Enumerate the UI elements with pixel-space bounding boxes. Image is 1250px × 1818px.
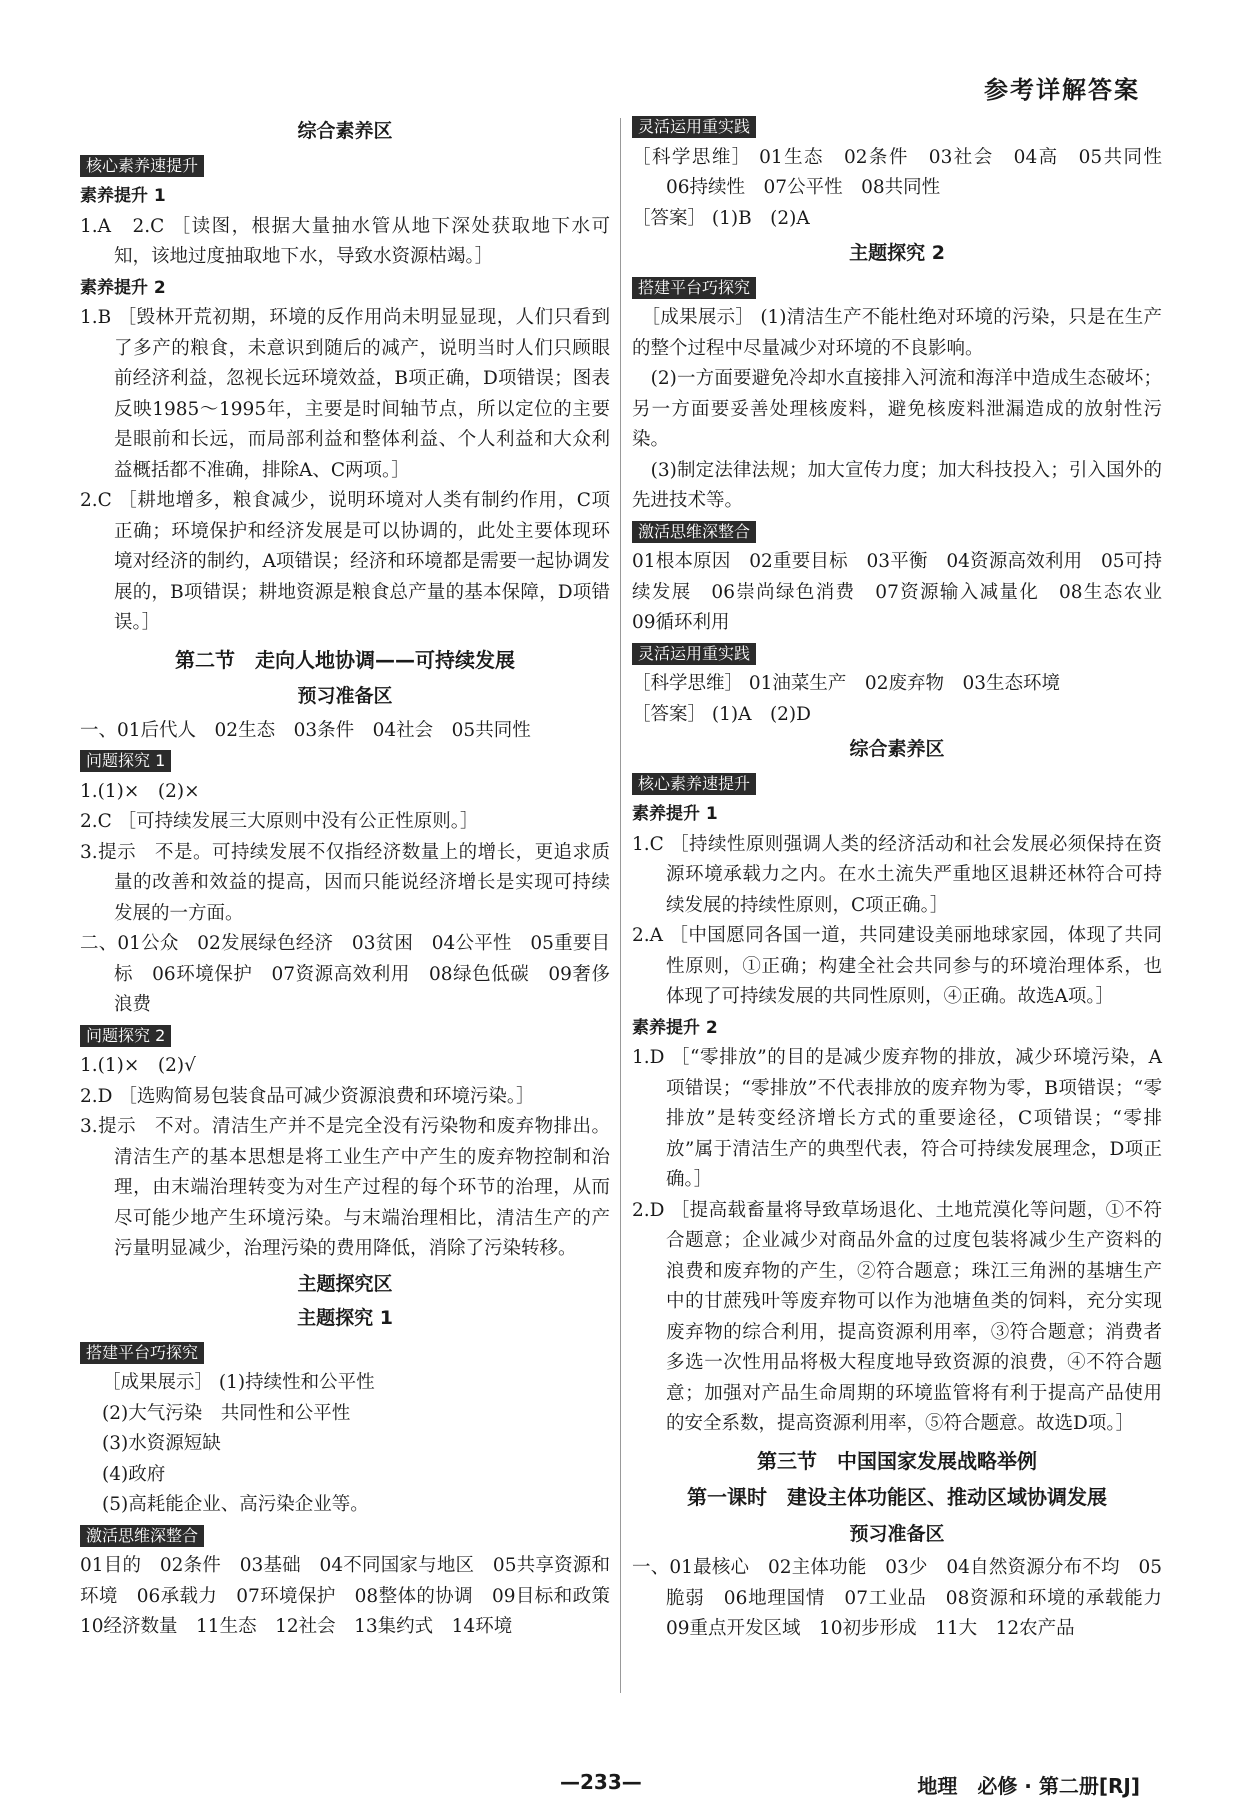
section-tag: 问题探究 2	[80, 1025, 171, 1047]
section-title: 预习准备区	[849, 1522, 945, 1545]
answer-item: 1.A 2.C ［读图，根据大量抽水管从地下深处获取地下水可知，该地过度抽取地下水，导致水资源枯竭。］	[80, 215, 610, 267]
answer-item: 2.D ［提高载畜量将导致草场退化、土地荒漠化等问题，①不符合题意；企业减少对商品外盒的过度包装将减少生产资料的浪费和废弃物的产生，②符合题意；珠江三角洲的基塘生产中的甘蔗残叶等废弃物可以作为池塘鱼类的饲料，充分实现废弃物的综合利用，提高资源利用率，③符合题意；消费者多选一次性用品将极大程度地导致资源的浪费，④不符合题意；加强对产品生命周期的环境监管将有利于提高产品使用的安全系数，提高资源利用率，⑤符合题意。故选D项。］	[632, 1199, 1162, 1434]
header-title: 参考详解答案	[984, 76, 1140, 104]
paragraph: (3)水资源短缺	[102, 1433, 221, 1454]
section-tag: 核心素养速提升	[632, 773, 756, 795]
book-label: 地理 必修 · 第二册[RJ]	[917, 1774, 1140, 1798]
answer-item: 2.D ［选购简易包装食品可减少资源浪费和环境污染。］	[80, 1085, 535, 1107]
section-title: 预习准备区	[297, 685, 393, 707]
section-tag: 激活思维深整合	[632, 521, 756, 543]
tag-row	[80, 1338, 610, 1369]
section-tag: 搭建平台巧探究	[632, 277, 756, 299]
paragraph: 01根本原因 02重要目标 03平衡 04资源高效利用 05可持续发展 06崇尚绿色消费 07资源输入减量化 08生态农业 09循环利用	[632, 551, 1181, 633]
paragraph: ［成果展示］ (1)清洁生产不能杜绝对环境的污染，只是在生产的整个过程中尽量减少对环境的不良影响。	[632, 307, 1162, 359]
paragraph: 一、01后代人 02生态 03条件 04社会 05共同性	[80, 719, 531, 741]
answer-item: 2.A ［中国愿同各国一道，共同建设美丽地球家园，体现了共同性原则，①正确；构建全社会共同参与的环境治理体系，也体现了可持续发展的共同性原则，④正确。故选A项。］	[632, 925, 1162, 1007]
tag-row	[632, 273, 1162, 304]
answer-item: 二、01公众 02发展绿色经济 03贫困 04公平性 05重要目标 06环境保护 07资源高效利用 08绿色低碳 09奢侈浪费	[80, 933, 610, 1015]
tag-row	[632, 639, 1162, 670]
answer-item: 1.C ［持续性原则强调人类的经济活动和社会发展必须保持在资源环境承载力之内。在水土流失严重地区退耕还林符合可持续发展的持续性原则，C项正确。］	[632, 833, 1162, 916]
subheading: 素养提升 2	[632, 1017, 718, 1038]
left-column	[80, 112, 629, 1643]
answer-item: 2.C ［可持续发展三大原则中没有公正性原则。］	[80, 811, 479, 832]
chapter-title: 第二节 走向人地协调——可持续发展	[175, 647, 515, 672]
section-tag: 灵活运用重实践	[632, 643, 756, 665]
paragraph: 01目的 02条件 03基础 04不同国家与地区 05共享资源和环境 06承载力 07环境保护 08整体的协调 09目标和政策 10经济数量 11生态 12社会 13集约式 14环境	[80, 1555, 629, 1637]
paragraph: (3)制定法律法规；加大宣传力度；加大科技投入；引入国外的先进技术等。	[632, 459, 1162, 511]
subheading: 素养提升 1	[632, 804, 718, 824]
tag-row	[80, 1021, 610, 1052]
page-number: —233—	[560, 1770, 642, 1794]
paragraph: ［科学思维］ 01油菜生产 02废弃物 03生态环境	[632, 673, 1061, 694]
section-title: 综合素养区	[297, 120, 393, 142]
paragraph: 1.(1)× (2)√	[80, 1055, 196, 1076]
section-title: 主题探究 2	[849, 242, 945, 264]
paragraph: ［答案］ (1)A (2)D	[632, 703, 811, 725]
section-title: 主题探究 1	[297, 1307, 393, 1329]
tag-row	[80, 1521, 610, 1552]
tag-row	[632, 769, 1162, 800]
tag-row	[80, 746, 610, 777]
column-divider	[620, 118, 621, 1693]
paragraph: (2)大气污染 共同性和公平性	[102, 1402, 351, 1424]
section-title: 主题探究区	[297, 1272, 393, 1295]
section-tag: 问题探究 1	[80, 750, 171, 772]
paragraph: ［成果展示］ (1)持续性和公平性	[102, 1372, 375, 1393]
answer-item: 1.D ［“零排放”的目的是减少废弃物的排放，减少环境污染，A项错误；“零排放”不代表排放的废弃物为零，B项错误；“零排放”是转变经济增长方式的重要途径，C项错误；“零排放”属于清洁生产的典型代表，符合可持续发展理念，D项正确。］	[632, 1047, 1162, 1190]
answer-item: 1.B ［毁林开荒初期，环境的反作用尚未明显显现，人们只看到了多产的粮食，未意识到随后的减产，说明当时人们只顾眼前经济利益，忽视长远环境效益，B项正确，D项错误；图表反映1985～1995年，主要是时间轴节点，所以定位的主要是眼前和长远，而局部利益和整体利益、个人利益和大众利益概括都不准确，排除A、C两项。］	[80, 307, 610, 481]
tag-row	[632, 517, 1162, 548]
subheading: 素养提升 1	[80, 186, 166, 206]
answer-item: 一、01最核心 02主体功能 03少 04自然资源分布不均 05脆弱 06地理国情 07工业品 08资源和环境的承载能力 09重点开发区域 10初步形成 11大 12农产品	[632, 1557, 1181, 1639]
answer-item: 2.C ［耕地增多，粮食减少，说明环境对人类有制约作用，C项正确；环境保护和经济发展是可以协调的，此处主要体现环境对经济的制约，A项错误；经济和环境都是需要一起协调发展的，B项错误；耕地资源是粮食总产量的基本保障，D项错误。］	[80, 490, 610, 633]
answer-item: ［科学思维］ 01生态 02条件 03社会 04高 05共同性 06持续性 07公平性 08共同性	[632, 146, 1181, 198]
tag-row	[80, 151, 610, 182]
paragraph: (2)一方面要避免冷却水直接排入河流和海洋中造成生态破坏；另一方面要妥善处理核废料，避免核废料泄漏造成的放射性污染。	[632, 368, 1162, 450]
paragraph: (5)高耗能企业、高污染企业等。	[102, 1494, 369, 1515]
right-column	[632, 112, 1181, 1645]
chapter-title: 第三节 中国国家发展战略举例	[757, 1448, 1037, 1473]
section-tag: 核心素养速提升	[80, 155, 204, 177]
section-tag: 激活思维深整合	[80, 1525, 204, 1547]
paragraph: 1.(1)× (2)×	[80, 780, 200, 802]
section-tag: 灵活运用重实践	[632, 116, 756, 138]
subheading: 素养提升 2	[80, 277, 166, 298]
chapter-title: 第一课时 建设主体功能区、推动区域协调发展	[687, 1485, 1107, 1509]
paragraph: ［答案］ (1)B (2)A	[632, 207, 810, 229]
answer-item: 3.提示 不对。清洁生产并不是完全没有污染物和废弃物排出。清洁生产的基本思想是将工业生产中产生的废弃物控制和治理，由末端治理转变为对生产过程的每个环节的治理，从而尽可能少地产生环境污染。与末端治理相比，清洁生产的产污量明显减少，治理污染的费用降低，消除了污染转移。	[80, 1116, 610, 1259]
paragraph: (4)政府	[102, 1463, 166, 1485]
answer-item: 3.提示 不是。可持续发展不仅指经济数量上的增长，更追求质量的改善和效益的提高，因而只能说经济增长是实现可持续发展的一方面。	[80, 841, 610, 924]
section-title: 综合素养区	[849, 738, 945, 760]
tag-row	[632, 112, 1162, 143]
section-tag: 搭建平台巧探究	[80, 1342, 204, 1364]
